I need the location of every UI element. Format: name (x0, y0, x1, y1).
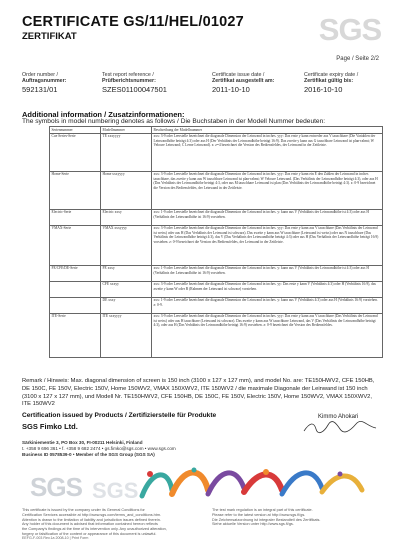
additional-info-title: Additional information / Zusatzinformationen: (22, 110, 185, 119)
footer-line: forgery or falsification of the content or appearance of this document is unlawful. (22, 531, 157, 536)
footer-line: Please refer to the latest version at http://www.sgs.fi/gs. (212, 512, 306, 517)
footer-line: Certification Services accessible at http://www.sgs.com/terms_and_conditions.htm. (22, 512, 162, 517)
model-cell: CFE xxxyy (101, 281, 152, 297)
table-row (50, 281, 383, 297)
additional-info-subtitle: The symbols in model numbering denotes as follows / Die Buchstaben in der Modell Nummer bedeuten: (22, 118, 326, 125)
description-cell: xxx: 3-9 oder Leerstelle bezeichnet die diagonale Dimension der Leinwand in inches. yyy: Das erste y kann aus V tauschbare (Das Verhältnis der Leinwand ist weiss) oder aus H tauschbare (Leinwand ist schwarz). Das zweite y kann aus W tauschbare Leinwand, das V (Das Verhältnis der Leinwandhöhe beträgt 4:3), oder aus H (Das Verhältnis der Leinwandhöhe beträgt 16:9) vorstehen. z: 0-9 bezeichnet die Version des Bediensfeldes. (152, 313, 383, 357)
company-name: SGS Fimko Ltd. (22, 422, 78, 431)
issue-date-field (212, 72, 297, 94)
description-cell: xxx: 1-9 oder Leerstelle bezeichnet die diagonale Dimension der Leinwand in inches. y: kann aus V (Verhältnis der Leinwandhöhe ist 4:3) oder aus H (Verhältnis der Leinwandhöhe ist 16:9) vorstehen. (152, 265, 383, 281)
address-block (22, 440, 176, 457)
model-cell: FE xxxy (101, 265, 152, 281)
report-label-en: Test report reference / (102, 72, 154, 78)
form-reference: EEFG-F-003 Rev.1a 2008-10 | Print Form (22, 536, 89, 540)
footer-line: Siehe aktuelle Version unter http://www.sgs.fi/gs. (212, 522, 294, 527)
model-cell: Electric xxxy (101, 209, 152, 225)
table-row (50, 265, 383, 281)
order-label-en: Order number / (22, 72, 58, 78)
series-cell: Cue Series-Serie (50, 133, 101, 171)
table-row (50, 297, 383, 313)
description-cell: xxx: 3-9 oder Leerstelle bezeichnet die diagonale Dimension der Leinwand in inches. yyy: Das erste y kann aus V tauschbare (Das Verhältnis der Leinwand ist weiss) oder aus H (Das Verhältnis der Leinwand ist schwarz). Das zweite y kann aus W tauschbare (Leinwand ist weiss) oder aus N tauschbare (Das Verhältnis der Leinwandhöhe beträgt 4:3), das V (Das Verhältnis der Leinwandhöhe beträgt 4:3) oder aus H (Das Verhältnis der Leinwandhöhe beträgt 16:9) vorstehen. z: 0-9 bezeichnet die Version des Bediensfeldes, der Leinwand in der Zeitleiste. (152, 225, 383, 265)
expiry-label-en: Certificate expiry date / (304, 72, 359, 78)
footer-right-text (212, 508, 382, 527)
model-cell: ITE xxxyyyy (101, 313, 152, 357)
model-cell: DE xxxy (101, 297, 152, 313)
model-cell: Home xxxyyyy (101, 171, 152, 209)
address-line: Särkiniementie 3, PO Box 30, FI-00211 Helsinki, Finland (22, 440, 143, 445)
expiry-date-field (304, 72, 389, 94)
contact-line: t. +358 9 696 361 • f. +358 9 682 2474 • gs.fimko@sgs.com • www.sgs.com (22, 445, 176, 451)
expiry-value: 2016-10-10 (304, 84, 343, 94)
report-label-de: Prüfberichtsnummer: (102, 78, 156, 85)
description-cell: xxx: 3-9 oder Leerstelle bezeichnet die diagonale Dimension der Leinwand in inches. yyy: Das erste y kann entweder aus V tauschbare (Die Variablen der Leinwandhöhe beträgt 4:3) oder aus H (Der Verhältnis der Leinwandhöhe beträgt 16:9). Das zweite y kann aus G tauschbare Leinwand ist plan-rahmt; W Veloure Leinwand; C Lerne Leinwand). z: z=4 bezeichnet die Version des Bediensfeldes, der Leinwand in der Zeitleiste. (152, 133, 383, 171)
remark-text: Remark / Hinweis: Max. diagonal dimension of screen is 150 inch (3100 x 127 x 127 mm), and model No. are: TE150HWV2, CFE 150HB, DE 150C, FE 150V, Electric 150V, Home 150WV2, VMAX 150XWV2, ITE 150WV2 / die maximale Diagonale der Leinwand ist 150 inch (3100 x 127 x 127 mm), und Modell Nr. TE150HWV2, CFE 150HB, DE 150C, FE 150V, Electric 150V, Home 150WV2, VMAX 150XWV2, ITE 150WV2 (22, 378, 375, 408)
description-cell: xxx: 1-9 oder Leerstelle bezeichnet die diagonale Dimension der Leinwand in inches. y: kann aus V (Verhältnis 4:3) oder aus H (Verhältnis 16:9) vorstehen. z: 0-9. (152, 297, 383, 313)
certificate-subtitle: ZERTIFIKAT (22, 31, 77, 42)
report-value: SZES01100047501 (102, 84, 167, 94)
business-id-line: Business ID 0578539-0 • Member of the SGS Group (SGS SA) (22, 451, 155, 457)
table-row (50, 133, 383, 171)
report-reference-field (102, 72, 192, 94)
footer-line: The test mark regulation is an integral part of this certificate. (212, 508, 313, 512)
page-number: Page / Seite 2/2 (336, 56, 379, 62)
table-row (50, 225, 383, 265)
footer-line: This certificate is issued by the company under its General Conditions for (22, 508, 145, 512)
colored-swirl-icon (142, 468, 362, 497)
table-row (50, 313, 383, 357)
series-cell (50, 281, 101, 297)
series-cell: ITE-Serie (50, 313, 101, 357)
svg-text:SGS: SGS (30, 472, 82, 502)
series-cell (50, 297, 101, 313)
sgs-logo-text: SGS (318, 12, 382, 47)
footer-line: Any holder of this document is advised that information contained hereon reflects (22, 522, 158, 527)
footer-line: Die Zeichensatzordnung ist integraler Bestandteil des Zertifikats. (212, 517, 321, 522)
table-row (50, 171, 383, 209)
table-header-cell: Modellnummer (101, 127, 152, 134)
order-number-field (22, 72, 92, 94)
table-header-cell: Beschreibung der Modellnummer (152, 127, 383, 134)
sgs-watermark-icon (30, 472, 138, 503)
expiry-label-de: Zertifikat gültig bis: (304, 78, 354, 85)
series-cell: FE/CFE/DE-Serie (50, 265, 101, 281)
table-header-cell: Seriennummer (50, 127, 101, 134)
series-cell: VMAX-Serie (50, 225, 101, 265)
description-cell: xxx: 1-9 oder Leerstelle bezeichnet die diagonale Dimension der Leinwand in inches. y: kann aus V (Verhältnis der Leinwandhöhe ist 4:3) oder aus H (Verhältnis der Leinwandhöhe ist 16:9) vorstehen. (152, 209, 383, 225)
issued-by-label: Certification issued by Products / Zertifizierstelle für Produkte (22, 412, 217, 419)
table-row (50, 209, 383, 225)
sgs-logo (318, 10, 382, 50)
issue-value: 2011-10-10 (212, 84, 250, 94)
model-cell: TE xxxyyyy (101, 133, 152, 171)
footer-line: Attention is drawn to the limitation of liability and jurisdiction issues defined therein. (22, 517, 161, 522)
signature-icon (300, 420, 380, 434)
signatory-name: Kimmo Ahokari (318, 414, 359, 420)
order-label-de: Auftragsnummer: (22, 78, 67, 85)
sgs-decorative-band (22, 460, 382, 506)
certificate-title: CERTIFICATE GS/11/HEL/01027 (22, 14, 244, 30)
description-cell: xxx: 3-9 oder Leerstelle bezeichnet die diagonale Dimension der Leinwand in inches. yyy: Das erste y kann ein E den Zahlen der Leinwand in inches tauschbare, das zweite y kann aus W tauschbare Leinwand ist plan-rahmt; W Veloure Leinwand. (Das Verhältnis der Leinwandhöhe beträgt 4:3), oder aus H (Das Verhältnis der Leinwandhöhe beträgt 4:3, oder aus M tauschbare Leinwand ist plan (Das Verhältnis der Leinwandhöhe beträgt 4:3). z: 0-9 bezeichnet die Version des Bediensfeldes, der Leinwand in der Zeitleiste. (152, 171, 383, 209)
series-cell: Electric-Serie (50, 209, 101, 225)
footer-line: the Company's findings at the time of its intervention only. Any unauthorized alteration, (22, 527, 167, 532)
order-value: 592131/01 (22, 84, 58, 94)
svg-text:SGS: SGS (92, 478, 139, 503)
issue-label-en: Certificate issue date / (212, 72, 265, 78)
issue-label-de: Zertifikat ausgestellt am: (212, 78, 275, 85)
series-cell: Home-Serie (50, 171, 101, 209)
description-cell: xxx: 3-9 oder Leerstelle bezeichnet die diagonale Dimension der Leinwand in inches. yy: Das erste y kann V (Verhältnis 4:3) oder H (Verhältnis 16:9), das zweite y kann W oder B (Rahmen der Leinwand ist schwarz) vorstehen. (152, 281, 383, 297)
footer-left-text (22, 508, 197, 537)
model-numbering-table (49, 126, 383, 358)
model-cell: VMAX xxxyyyy (101, 225, 152, 265)
